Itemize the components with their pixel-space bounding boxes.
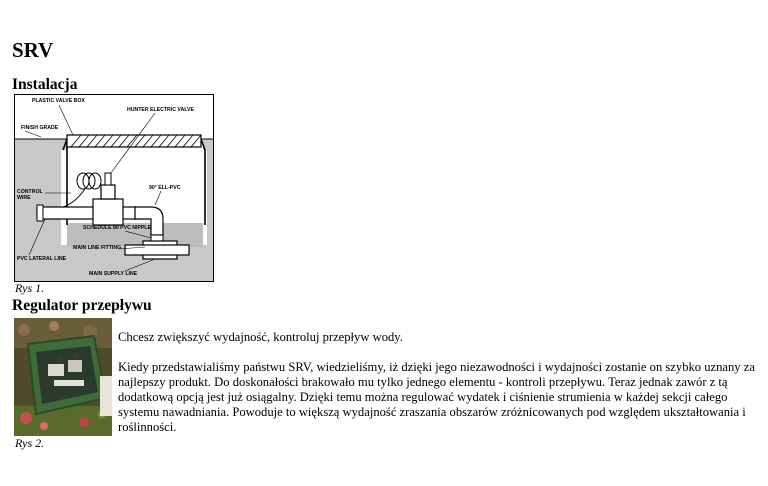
page-title: SRV: [12, 38, 54, 62]
label-control-wire-1: CONTROL: [17, 189, 43, 195]
body-paragraph: Kiedy przedstawialiśmy państwu SRV, wiedzieliśmy, iż dzięki jego niezawodności i wydajności zostanie on szybko uznany za najlepszy produkt. Do doskonałości brakowało mu tylko jednego elementu - kontroli przepływu. Teraz jednak zawór z tą dodatkową opcją jest już osiągalny. Dzięki temu można regulować wydatek i ciśnienie strumienia w każdej sekcji całego systemu nawadniania. Powoduje to większą wydajność zraszania obszarów zróżnicowanych pod względem ukształtowania i roślinności.: [118, 360, 755, 434]
label-schedule-nipple: SCHEDULE 80 PVC NIPPLE: [83, 225, 152, 231]
installation-diagram: [14, 94, 214, 282]
label-hunter-electric-valve: HUNTER ELECTRIC VALVE: [127, 107, 194, 113]
figure-caption-2: Rys 2.: [15, 436, 45, 450]
intro-paragraph: Chcesz zwiększyć wydajność, kontroluj przepływ wody.: [118, 330, 403, 344]
label-control-wire-2: WIRE: [17, 195, 31, 201]
figure-caption-1: Rys 1.: [15, 281, 45, 295]
label-pvc-lateral-line: PVC LATERAL LINE: [17, 256, 67, 262]
flow-regulator-text: [118, 330, 758, 435]
label-main-line-fitting: MAIN LINE FITTING: [73, 245, 122, 251]
valve-box-photo: [14, 318, 112, 436]
section-title-flow-regulator: Regulator przepływu: [12, 297, 152, 314]
label-ell-pvc: 90° ELL-PVC: [149, 185, 181, 191]
section-title-installation: Instalacja: [12, 76, 78, 93]
label-finish-grade: FINISH GRADE: [21, 125, 59, 131]
label-main-supply-line: MAIN SUPPLY LINE: [89, 271, 138, 277]
label-plastic-valve-box: PLASTIC VALVE BOX: [32, 98, 85, 104]
